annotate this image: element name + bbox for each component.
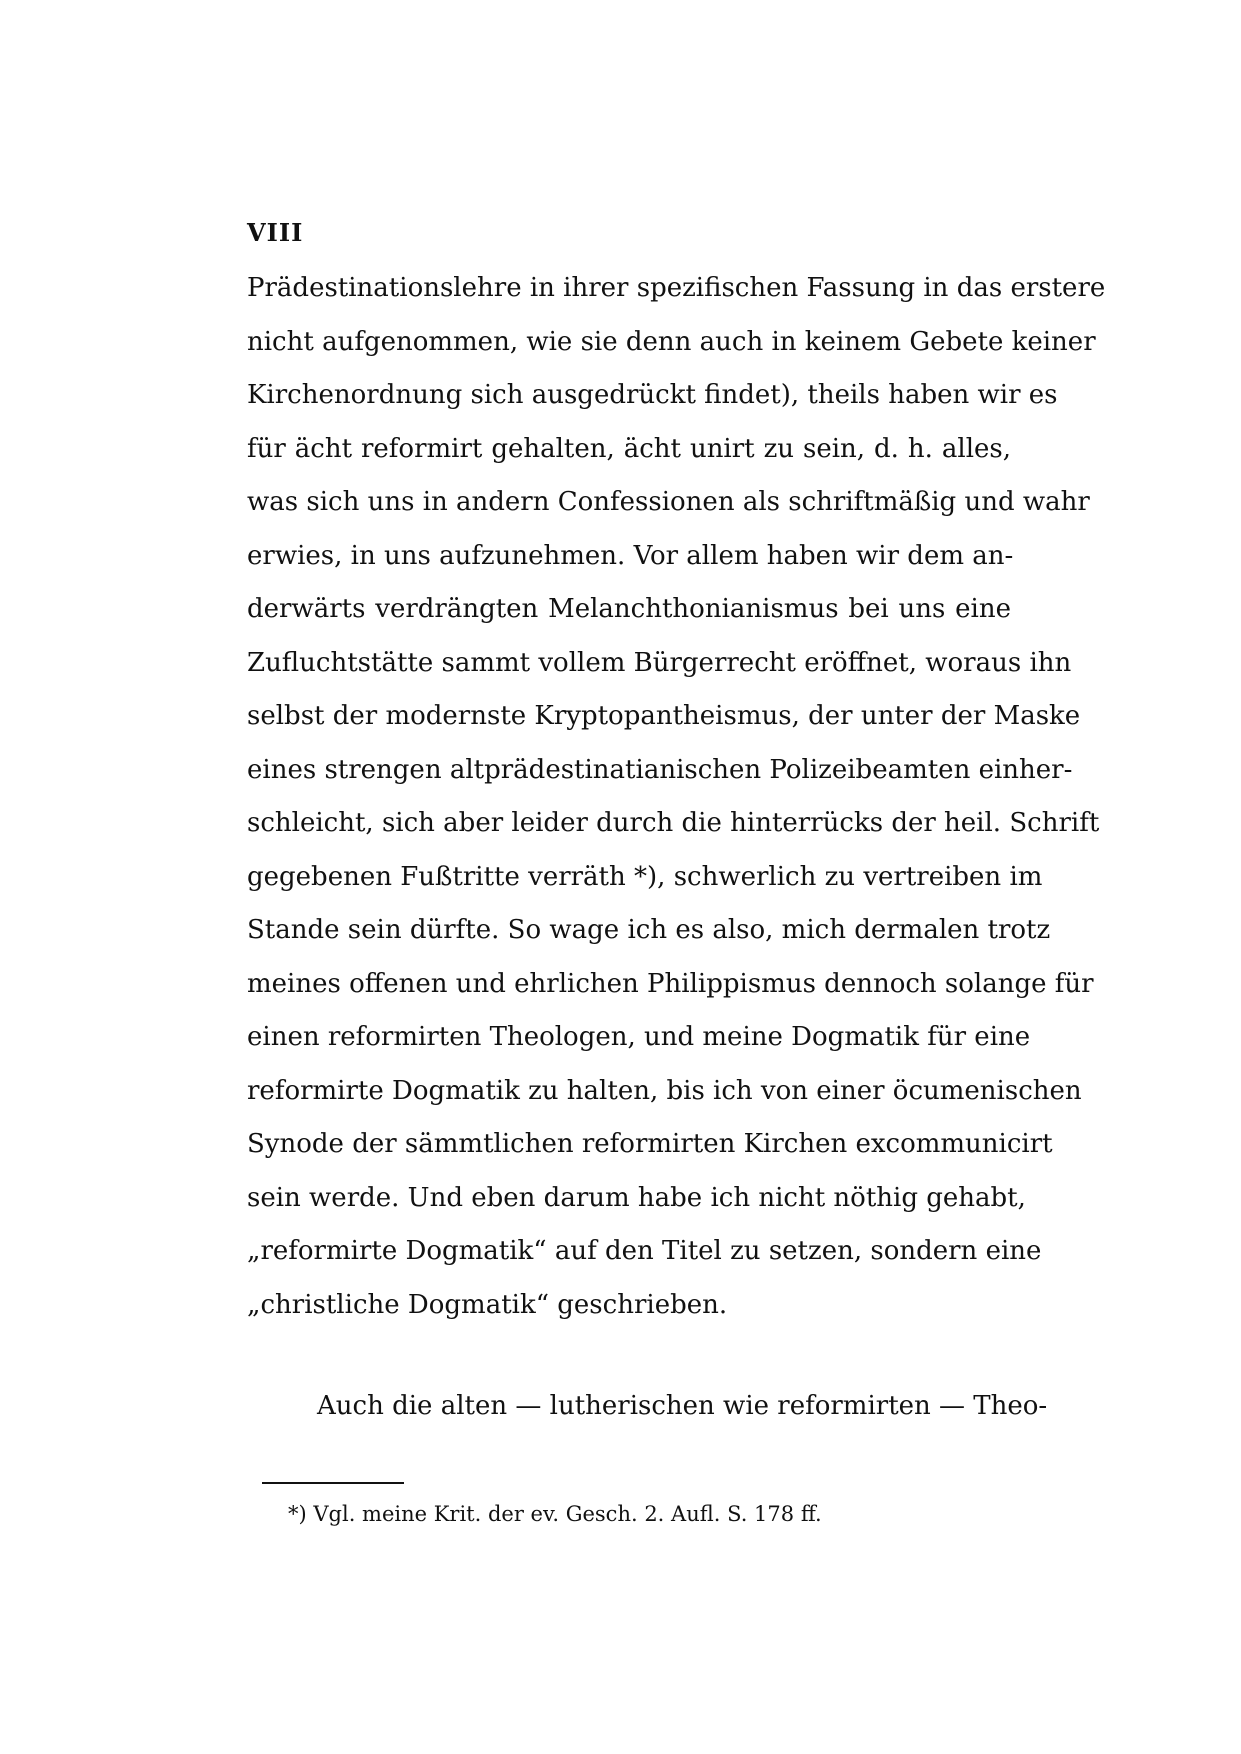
text-line: meines offenen und ehrlichen Philippismus dennoch solange für	[247, 968, 1094, 999]
text-line: selbst der modernste Kryptopantheismus, der unter der Maske	[247, 701, 1081, 731]
text-line: schleicht, sich aber leider durch die hinterrücks der heil. Schrift	[247, 808, 1100, 838]
text-line: sein werde. Und eben darum habe ich nicht nöthig gehabt,	[247, 1182, 1026, 1213]
text-line: derwärts verdrängten Melanchthonianismus bei uns eine	[247, 594, 1011, 624]
text-line: Zufluchtstätte sammt vollem Bürgerrecht eröffnet, woraus ihn	[247, 647, 1072, 678]
footnote: *) Vgl. meine Krit. der ev. Gesch. 2. Aufl. S. 178 ff.	[288, 1502, 822, 1526]
text-line: Kirchenordnung sich ausgedrückt findet), theils haben wir es	[247, 380, 1058, 410]
text-line: „christliche Dogmatik“ geschrieben.	[247, 1289, 728, 1320]
text-line: Auch die alten — lutherischen wie reformirten — Theo-	[317, 1391, 1048, 1421]
text-line: einen reformirten Theologen, und meine Dogmatik für eine	[247, 1022, 1031, 1052]
text-line: gegebenen Fußtritte verräth *), schwerlich zu vertreiben im	[247, 861, 1043, 892]
text-line: was sich uns in andern Confessionen als schriftmäßig und wahr	[247, 487, 1090, 517]
footnote-divider	[262, 1482, 404, 1484]
text-line: Synode der sämmtlichen reformirten Kirchen excommunicirt	[247, 1129, 1053, 1159]
text-line: eines strengen altprädestinatianischen Polizeibeamten einher-	[247, 754, 1073, 785]
text-line: Prädestinationslehre in ihrer spezifischen Fassung in das erstere	[247, 273, 1106, 303]
text-line: „reformirte Dogmatik“ auf den Titel zu setzen, sondern eine	[247, 1236, 1042, 1266]
text-line: für ächt reformirt gehalten, ächt unirt zu sein, d. h. alles,	[247, 433, 1011, 464]
paragraph-second	[247, 1380, 1048, 1434]
text-line: nicht aufgenommen, wie sie denn auch in keinem Gebete keiner	[247, 326, 1096, 357]
text-line: reformirte Dogmatik zu halten, bis ich von einer öcumenischen	[247, 1075, 1082, 1106]
text-line: erwies, in uns aufzunehmen. Vor allem haben wir dem an-	[247, 540, 1014, 571]
paragraph-main	[247, 262, 1106, 1332]
text-line: Stande sein dürfte. So wage ich es also, mich dermalen trotz	[247, 915, 1051, 945]
page-number: VIII	[247, 218, 304, 247]
